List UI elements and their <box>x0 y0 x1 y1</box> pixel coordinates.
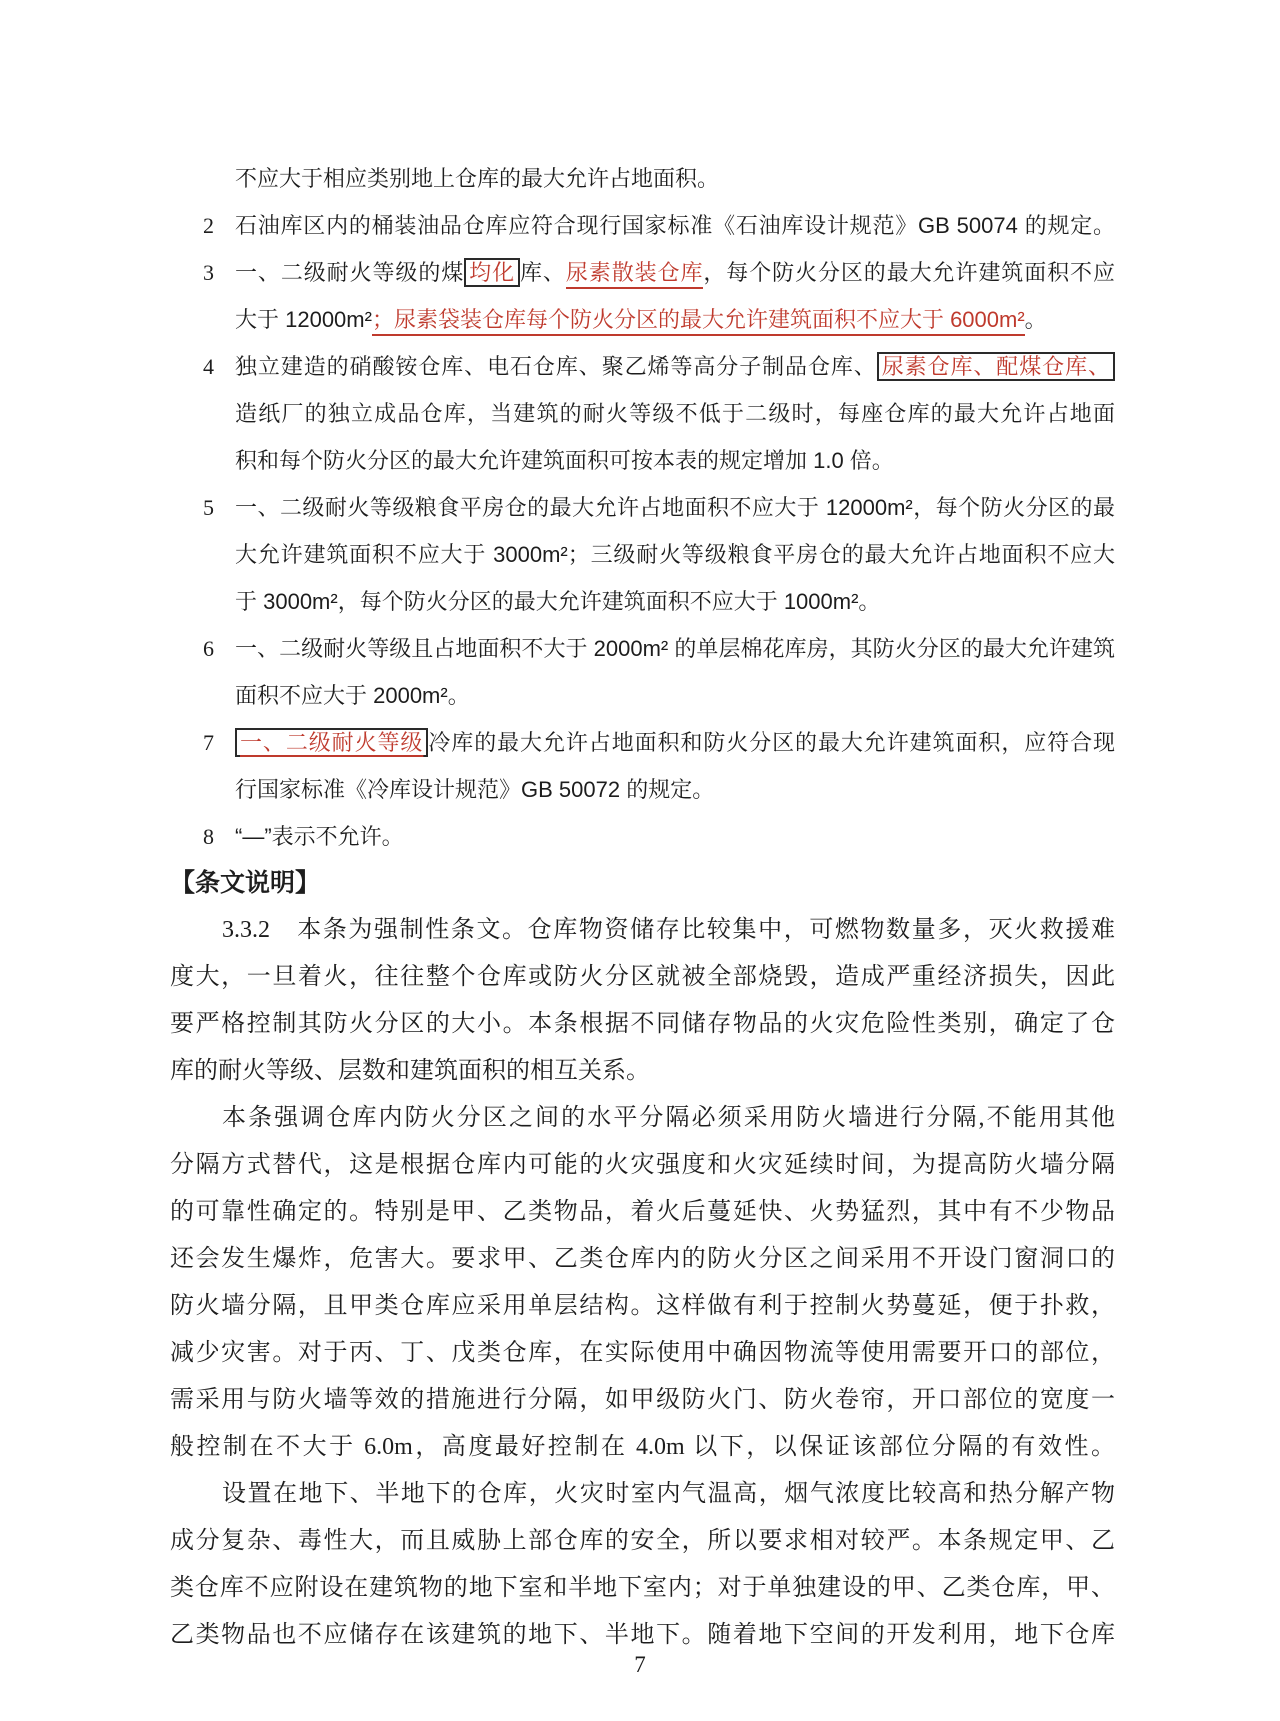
text-line <box>170 390 1115 437</box>
text-run: “—”表示不允许。 <box>235 824 404 849</box>
note-7 <box>170 719 1115 813</box>
text-line <box>170 719 1115 766</box>
text-run: 设置在地下、半地下的仓库，火灾时室内气温高，烟气浓度比较高和热分解产物 <box>222 1481 1115 1507</box>
note-2 <box>170 202 1115 249</box>
revision-boxed-underlined-text: 一、二级耐火等级 <box>235 728 428 757</box>
text-line <box>170 954 1115 1001</box>
text-run: 还会发生爆炸，危害大。要求甲、乙类仓库内的防火分区之间采用不开设门窗洞口的 <box>170 1246 1115 1272</box>
text-run: 库、 <box>520 260 566 285</box>
text-line <box>170 1095 1115 1142</box>
text-line <box>170 484 1115 531</box>
text-line <box>170 907 1115 954</box>
text-line <box>170 1424 1115 1471</box>
text-line <box>170 1001 1115 1048</box>
note-8 <box>170 813 1115 860</box>
note-number: 6 <box>203 636 214 661</box>
text-line <box>170 343 1115 390</box>
text-run: 。 <box>1024 307 1047 332</box>
text-run: 防火墙分隔，且甲类仓库应采用单层结构。这样做有利于控制火势蔓延，便于扑救， <box>170 1293 1115 1319</box>
explanation-paragraph <box>170 907 1115 1095</box>
text-run: 本条强调仓库内防火分区之间的水平分隔必须采用防火墙进行分隔,不能用其他 <box>222 1105 1115 1131</box>
explanation-paragraph <box>170 1095 1115 1471</box>
text-line <box>170 202 1115 249</box>
text-line <box>170 296 1115 343</box>
text-line <box>170 766 1115 813</box>
text-line <box>170 1565 1115 1612</box>
text-run: 乙类物品也不应储存在该建筑的地下、半地下。随着地下空间的开发利用，地下仓库 <box>170 1622 1115 1648</box>
note-number: 3 <box>203 260 214 285</box>
note-number: 7 <box>203 730 214 755</box>
text-line <box>170 672 1115 719</box>
text-line <box>170 437 1115 484</box>
text-line <box>170 813 1115 860</box>
note-3 <box>170 249 1115 343</box>
document-body <box>170 155 1115 1659</box>
text-run: 要严格控制其防火分区的大小。本条根据不同储存物品的火灾危险性类别，确定了仓 <box>170 1011 1115 1037</box>
text-line <box>170 1471 1115 1518</box>
text-run: 大于 12000m² <box>235 307 372 332</box>
text-line <box>170 1142 1115 1189</box>
text-run: 一、二级耐火等级的煤 <box>235 260 465 285</box>
text-run: 类仓库不应附设在建筑物的地下室和半地下室内；对于单独建设的甲、乙类仓库，甲、 <box>170 1575 1115 1601</box>
text-line <box>170 1189 1115 1236</box>
text-run: 库的耐火等级、层数和建筑面积的相互关系。 <box>170 1058 650 1084</box>
text-run: 不应大于相应类别地上仓库的最大允许占地面积。 <box>235 166 720 191</box>
text-run: 度大，一旦着火，往往整个仓库或防火分区就被全部烧毁，造成严重经济损失，因此 <box>170 964 1115 990</box>
text-line <box>170 155 1115 202</box>
text-line <box>170 1283 1115 1330</box>
text-line <box>170 531 1115 578</box>
text-line <box>170 1330 1115 1377</box>
text-run: 大允许建筑面积不应大于 3000m²；三级耐火等级粮食平房仓的最大允许占地面积不应大 <box>235 542 1115 567</box>
text-run: 般控制在不大于 6.0m，高度最好控制在 4.0m 以下，以保证该部位分隔的有效性。 <box>170 1434 1115 1460</box>
text-run: 需采用与防火墙等效的措施进行分隔，如甲级防火门、防火卷帘，开口部位的宽度一 <box>170 1387 1115 1413</box>
text-run: 一、二级耐火等级粮食平房仓的最大允许占地面积不应大于 12000m²，每个防火分区的最 <box>235 495 1115 520</box>
text-line <box>170 1377 1115 1424</box>
note-number: 4 <box>203 354 214 379</box>
text-run: 独立建造的硝酸铵仓库、电石仓库、聚乙烯等高分子制品仓库、 <box>235 354 877 379</box>
note-number: 8 <box>203 824 214 849</box>
note-number: 5 <box>203 495 214 520</box>
note-4 <box>170 343 1115 484</box>
revision-boxed-text: 均化 <box>464 258 520 287</box>
text-run: 一、二级耐火等级且占地面积不大于 2000m² 的单层棉花库房，其防火分区的最大允许建筑 <box>235 636 1115 661</box>
text-run: 成分复杂、毒性大，而且威胁上部仓库的安全，所以要求相对较严。本条规定甲、乙 <box>170 1528 1115 1554</box>
text-run: 石油库区内的桶装油品仓库应符合现行国家标准《石油库设计规范》GB 50074 的规定。 <box>235 213 1115 238</box>
text-run: 减少灾害。对于丙、丁、戊类仓库，在实际使用中确因物流等使用需要开口的部位， <box>170 1340 1115 1366</box>
text-run: 的可靠性确定的。特别是甲、乙类物品，着火后蔓延快、火势猛烈，其中有不少物品 <box>170 1199 1115 1225</box>
text-run: ，每个防火分区的最大允许建筑面积不应 <box>703 260 1115 285</box>
revision-underlined-text: ；尿素袋装仓库每个防火分区的最大允许建筑面积不应大于 6000m² <box>372 307 1025 336</box>
text-line <box>170 1518 1115 1565</box>
revision-underlined-text: 尿素散装仓库 <box>566 260 704 289</box>
page-number: 7 <box>634 1652 646 1677</box>
text-run: 于 3000m²，每个防火分区的最大允许建筑面积不应大于 1000m²。 <box>235 589 881 614</box>
text-line <box>170 1048 1115 1095</box>
section-heading: 【条文说明】 <box>170 869 321 897</box>
continuation-text <box>170 155 1115 202</box>
text-run: 3.3.2 本条为强制性条文。仓库物资储存比较集中，可燃物数量多，灭火救援难 <box>222 917 1115 943</box>
note-5 <box>170 484 1115 625</box>
note-number: 2 <box>203 213 214 238</box>
text-run: 行国家标准《冷库设计规范》GB 50072 的规定。 <box>235 777 715 802</box>
text-run: 积和每个防火分区的最大允许建筑面积可按本表的规定增加 1.0 倍。 <box>235 448 894 473</box>
text-line <box>170 578 1115 625</box>
note-6 <box>170 625 1115 719</box>
text-run: 冷库的最大允许占地面积和防火分区的最大允许建筑面积，应符合现 <box>428 730 1115 755</box>
text-run: 造纸厂的独立成品仓库，当建筑的耐火等级不低于二级时，每座仓库的最大允许占地面 <box>235 401 1115 426</box>
text-run: 面积不应大于 2000m²。 <box>235 683 470 708</box>
revision-boxed-text: 尿素仓库、配煤仓库、 <box>877 352 1115 381</box>
text-line <box>170 249 1115 296</box>
text-line <box>170 625 1115 672</box>
text-run: 分隔方式替代，这是根据仓库内可能的火灾强度和火灾延续时间，为提高防火墙分隔 <box>170 1152 1115 1178</box>
explanation-paragraph <box>170 1471 1115 1659</box>
text-line <box>170 1236 1115 1283</box>
